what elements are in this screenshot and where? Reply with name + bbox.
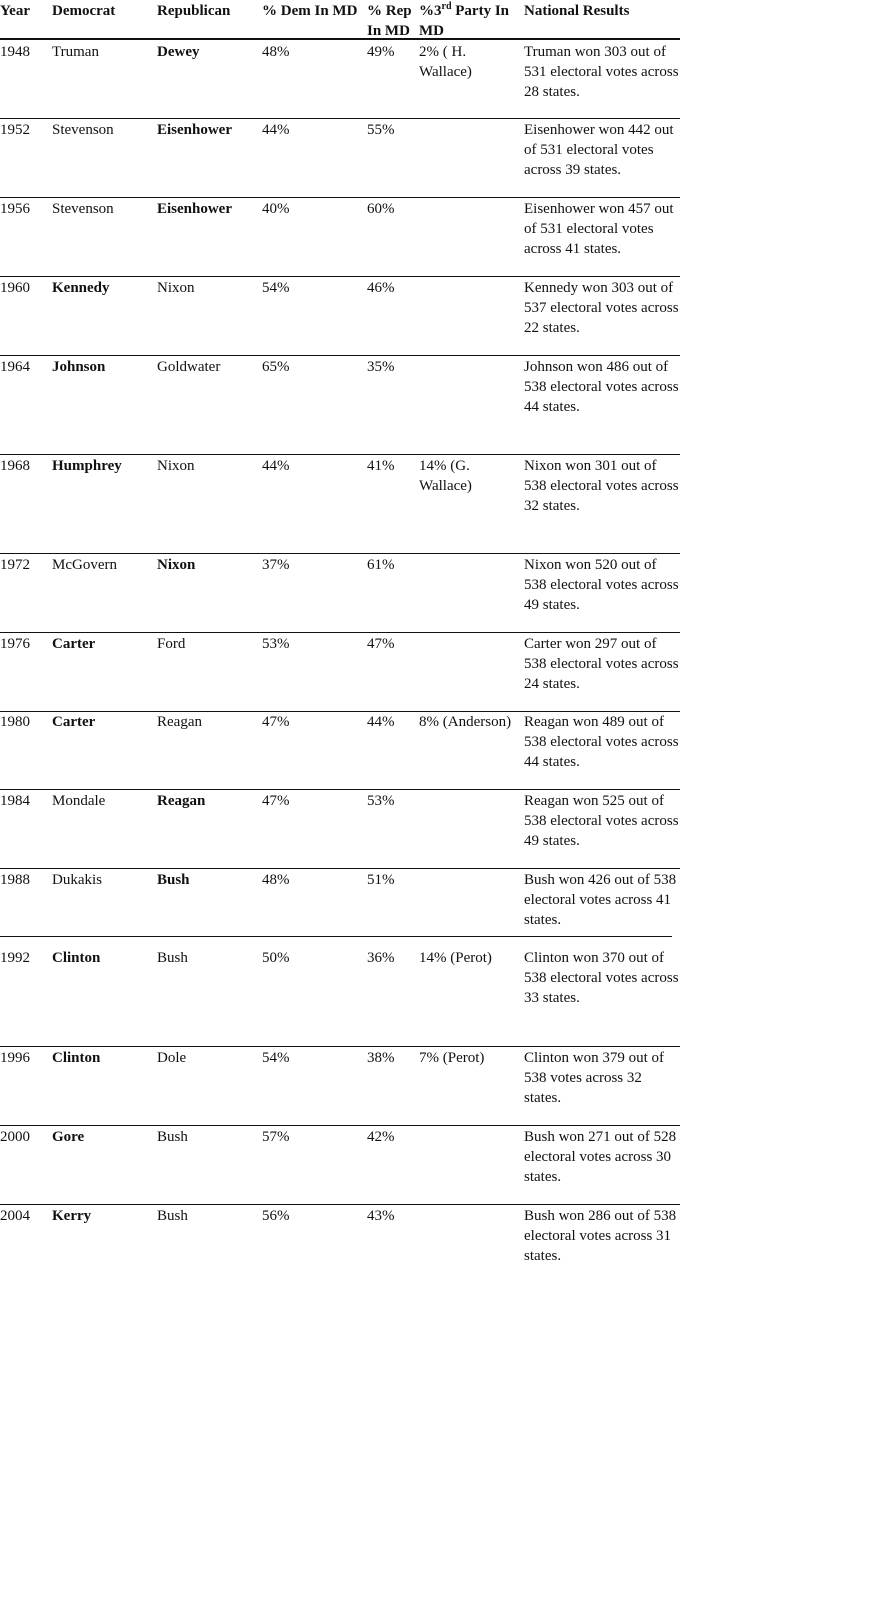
header-pct-rep: % Rep In MD: [367, 3, 412, 39]
cell-democrat: Stevenson: [52, 201, 114, 217]
cell-pct-rep: 55%: [367, 122, 395, 138]
cell-democrat: Carter: [52, 636, 96, 652]
cell-pct-rep: 35%: [367, 359, 395, 375]
cell-third-party: 14% (G. Wallace): [419, 458, 472, 494]
cell-democrat: Mondale: [52, 793, 106, 809]
cell-third-party: 7% (Perot): [419, 1050, 485, 1066]
cell-democrat: Kerry: [52, 1208, 92, 1224]
cell-year: 1964: [0, 359, 30, 375]
row-divider: [0, 868, 680, 869]
cell-year: 1976: [0, 636, 30, 652]
row-divider: [0, 1204, 680, 1205]
cell-pct-rep: 46%: [367, 280, 395, 296]
cell-year: 1956: [0, 201, 30, 217]
cell-pct-dem: 56%: [262, 1208, 290, 1224]
cell-pct-rep: 42%: [367, 1129, 395, 1145]
row-divider: [0, 632, 680, 633]
cell-national-results: Kennedy won 303 out of 537 electoral votes across 22 states.: [524, 280, 679, 336]
cell-republican: Dewey: [157, 44, 200, 60]
row-divider: [0, 1125, 680, 1126]
cell-democrat: Stevenson: [52, 122, 114, 138]
cell-republican: Eisenhower: [157, 201, 232, 217]
cell-republican: Reagan: [157, 714, 202, 730]
cell-pct-dem: 40%: [262, 201, 290, 217]
cell-third-party: 8% (Anderson): [419, 714, 512, 730]
cell-year: 2000: [0, 1129, 30, 1145]
cell-year: 1968: [0, 458, 30, 474]
cell-third-party: 2% ( H. Wallace): [419, 44, 472, 80]
header-year: Year: [0, 3, 30, 19]
cell-republican: Nixon: [157, 280, 195, 296]
cell-year: 1948: [0, 44, 30, 60]
header-divider: [0, 38, 680, 40]
cell-pct-dem: 37%: [262, 557, 290, 573]
cell-democrat: Humphrey: [52, 458, 122, 474]
cell-year: 1996: [0, 1050, 30, 1066]
cell-republican: Goldwater: [157, 359, 221, 375]
row-divider: [0, 118, 680, 119]
cell-pct-dem: 54%: [262, 1050, 290, 1066]
cell-pct-rep: 38%: [367, 1050, 395, 1066]
cell-pct-rep: 61%: [367, 557, 395, 573]
header-pct-dem: % Dem In MD: [262, 3, 358, 19]
cell-year: 1980: [0, 714, 30, 730]
cell-year: 1960: [0, 280, 30, 296]
header-third-pre: %3: [419, 3, 442, 19]
header-third-sup: rd: [441, 1, 452, 12]
cell-national-results: Johnson won 486 out of 538 electoral votes across 44 states.: [524, 359, 679, 415]
header-third-party: [419, 1, 519, 41]
row-divider: [0, 711, 680, 712]
cell-democrat: Johnson: [52, 359, 106, 375]
cell-national-results: Clinton won 379 out of 538 votes across 32 states.: [524, 1050, 665, 1106]
cell-third-party: 14% (Perot): [419, 950, 492, 966]
cell-republican: Bush: [157, 1129, 188, 1145]
cell-year: 1984: [0, 793, 30, 809]
cell-republican: Dole: [157, 1050, 187, 1066]
cell-pct-dem: 50%: [262, 950, 290, 966]
cell-republican: Ford: [157, 636, 186, 652]
cell-national-results: Reagan won 525 out of 538 electoral votes across 49 states.: [524, 793, 679, 849]
cell-republican: Eisenhower: [157, 122, 232, 138]
row-divider: [0, 789, 680, 790]
cell-republican: Nixon: [157, 557, 196, 573]
cell-pct-dem: 48%: [262, 872, 290, 888]
cell-pct-rep: 51%: [367, 872, 395, 888]
cell-year: 1972: [0, 557, 30, 573]
cell-national-results: Nixon won 520 out of 538 electoral votes across 49 states.: [524, 557, 679, 613]
cell-republican: Bush: [157, 1208, 188, 1224]
cell-national-results: Carter won 297 out of 538 electoral votes across 24 states.: [524, 636, 679, 692]
cell-pct-dem: 53%: [262, 636, 290, 652]
cell-pct-rep: 43%: [367, 1208, 395, 1224]
cell-democrat: Clinton: [52, 1050, 101, 1066]
cell-democrat: Gore: [52, 1129, 85, 1145]
cell-pct-dem: 48%: [262, 44, 290, 60]
cell-year: 1992: [0, 950, 30, 966]
cell-pct-rep: 41%: [367, 458, 395, 474]
row-divider: [0, 276, 680, 277]
table-header: [0, 0, 680, 40]
cell-pct-dem: 57%: [262, 1129, 290, 1145]
header-republican: Republican: [157, 3, 231, 19]
cell-national-results: Bush won 426 out of 538 electoral votes across 41 states.: [524, 872, 677, 928]
cell-democrat: Clinton: [52, 950, 101, 966]
cell-national-results: Bush won 271 out of 528 electoral votes across 30 states.: [524, 1129, 677, 1185]
cell-republican: Bush: [157, 950, 188, 966]
cell-pct-dem: 44%: [262, 122, 290, 138]
cell-pct-dem: 54%: [262, 280, 290, 296]
header-national-results: National Results: [524, 3, 630, 19]
row-divider: [0, 454, 680, 455]
cell-pct-dem: 47%: [262, 793, 290, 809]
cell-democrat: Kennedy: [52, 280, 110, 296]
cell-republican: Bush: [157, 872, 190, 888]
cell-pct-dem: 65%: [262, 359, 290, 375]
cell-democrat: Dukakis: [52, 872, 102, 888]
cell-democrat: Truman: [52, 44, 99, 60]
cell-national-results: Nixon won 301 out of 538 electoral votes across 32 states.: [524, 458, 679, 514]
cell-national-results: Truman won 303 out of 531 electoral votes across 28 states.: [524, 44, 679, 100]
row-divider: [0, 197, 680, 198]
header-third-post: Party In MD: [419, 3, 509, 39]
row-divider: [0, 936, 672, 937]
cell-pct-rep: 36%: [367, 950, 395, 966]
row-divider: [0, 355, 680, 356]
cell-national-results: Bush won 286 out of 538 electoral votes across 31 states.: [524, 1208, 677, 1264]
row-divider: [0, 1046, 680, 1047]
cell-national-results: Eisenhower won 442 out of 531 electoral votes across 39 states.: [524, 122, 674, 178]
cell-pct-rep: 60%: [367, 201, 395, 217]
cell-national-results: Clinton won 370 out of 538 electoral votes across 33 states.: [524, 950, 679, 1006]
cell-republican: Reagan: [157, 793, 206, 809]
header-democrat: Democrat: [52, 3, 116, 19]
cell-democrat: Carter: [52, 714, 96, 730]
cell-pct-dem: 44%: [262, 458, 290, 474]
cell-year: 1952: [0, 122, 30, 138]
cell-democrat: McGovern: [52, 557, 117, 573]
cell-pct-rep: 47%: [367, 636, 395, 652]
cell-pct-rep: 53%: [367, 793, 395, 809]
row-divider: [0, 553, 680, 554]
cell-republican: Nixon: [157, 458, 195, 474]
cell-national-results: Eisenhower won 457 out of 531 electoral votes across 41 states.: [524, 201, 674, 257]
cell-pct-dem: 47%: [262, 714, 290, 730]
cell-year: 1988: [0, 872, 30, 888]
cell-national-results: Reagan won 489 out of 538 electoral votes across 44 states.: [524, 714, 679, 770]
cell-pct-rep: 44%: [367, 714, 395, 730]
cell-pct-rep: 49%: [367, 44, 395, 60]
cell-year: 2004: [0, 1208, 30, 1224]
